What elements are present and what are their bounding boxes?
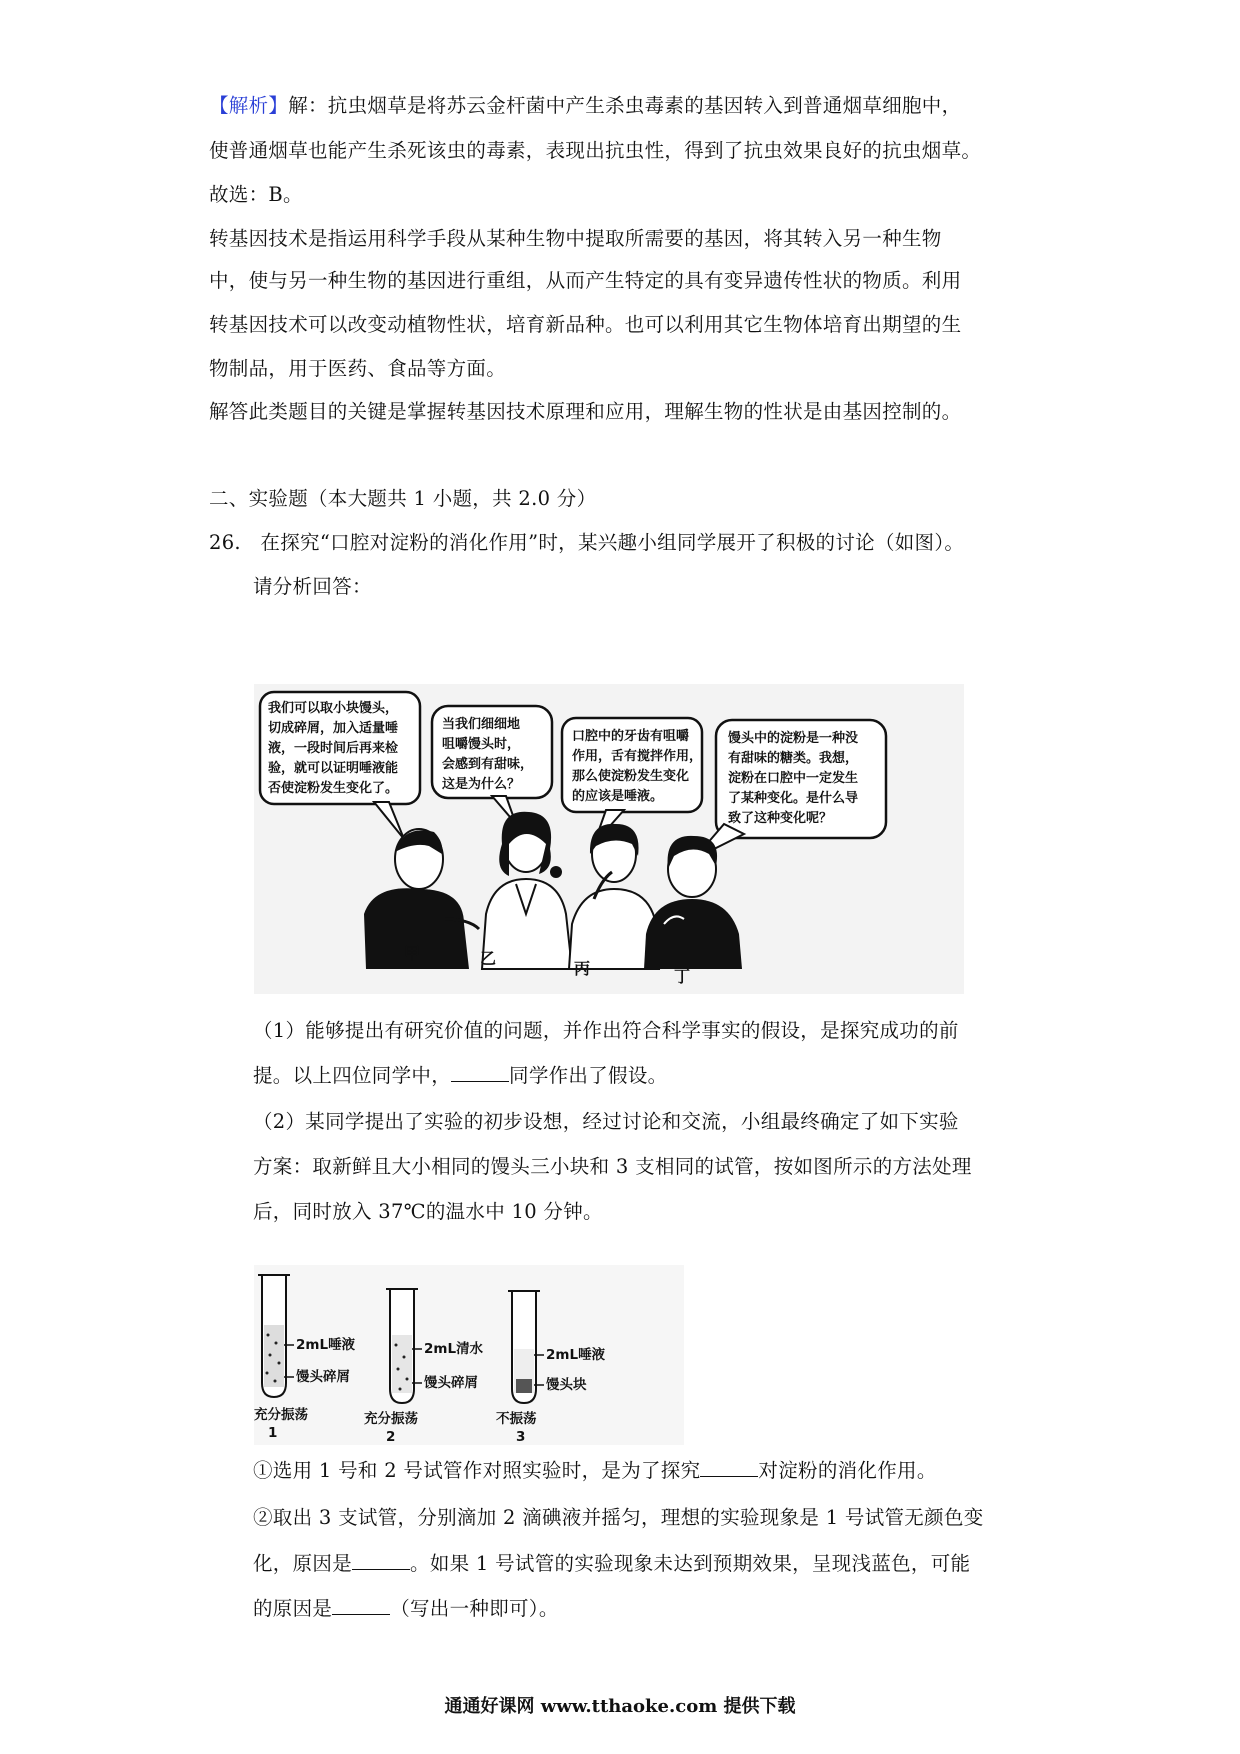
analysis-line-8: 解答此类题目的关键是掌握转基因技术原理和应用，理解生物的性状是由基因控制的。 [209,400,962,423]
svg-text:液，一段时间后再来检: 液，一段时间后再来检 [268,741,399,756]
svg-text:3: 3 [516,1429,526,1445]
analysis-line-4: 转基因技术是指运用科学手段从某种生物中提取所需要的基因，将其转入另一种生物 [209,227,942,250]
svg-text:会感到有甜味，: 会感到有甜味， [442,757,534,772]
svg-text:2mL唾液: 2mL唾液 [296,1337,356,1353]
analysis-line-7: 物制品，用于医药、食品等方面。 [209,357,507,380]
svg-text:馒头碎屑: 馒头碎屑 [296,1369,350,1385]
name-ding: 丁 [674,967,691,986]
question-stem-1: 26. 在探究“口腔对淀粉的消化作用”时，某兴趣小组同学展开了积极的讨论（如图）。 [209,531,965,554]
answer-blank-1[interactable] [451,1063,509,1082]
sub2-line-a: ②取出 3 支试管，分别滴加 2 滴碘液并摇匀，理想的实验现象是 1 号试管无颜色变 [253,1506,984,1529]
answer-blank-3[interactable] [352,1551,410,1570]
svg-text:淀粉在口腔中一定发生: 淀粉在口腔中一定发生 [728,771,859,786]
svg-text:作用，舌有搅拌作用，: 作用，舌有搅拌作用， [572,749,703,764]
test-tube-3 [496,1291,606,1445]
student-yi-figure [482,812,572,969]
test-tube-2 [364,1289,484,1445]
sub1-line: ①选用 1 号和 2 号试管作对照实验时，是为了探究 对淀粉的消化作用。 [253,1459,937,1482]
question-stem-2: 请分析回答： [253,575,372,598]
analysis-line-6: 转基因技术可以改变动植物性状，培育新品种。也可以利用其它生物体培育出期望的生 [209,313,962,336]
svg-text:的应该是唾液。: 的应该是唾液。 [572,789,664,804]
q2-line-b: 方案：取新鲜且大小相同的馒头三小块和 3 支相同的试管，按如图所示的方法处理 [253,1155,972,1178]
svg-text:2: 2 [386,1429,396,1445]
analysis-tag: 【解析】 [209,94,289,117]
svg-text:当我们细细地: 当我们细细地 [442,717,521,732]
svg-text:充分振荡: 充分振荡 [254,1407,308,1423]
svg-text:口腔中的牙齿有咀嚼: 口腔中的牙齿有咀嚼 [572,729,690,744]
answer-blank-2[interactable] [700,1458,758,1477]
svg-text:这是为什么？: 这是为什么？ [442,777,521,792]
speech-bubble-yi [432,706,552,824]
section-title: 二、实验题（本大题共 1 小题，共 2.0 分） [209,487,597,510]
analysis-line-2: 使普通烟草也能产生杀死该虫的毒素，表现出抗虫性，得到了抗虫效果良好的抗虫烟草。 [209,139,982,162]
svg-text:馒头块: 馒头块 [546,1377,587,1393]
svg-text:有甜味的糖类。我想，: 有甜味的糖类。我想， [728,751,859,766]
svg-text:馒头碎屑: 馒头碎屑 [424,1375,478,1391]
discussion-comic [254,684,964,994]
speech-bubble-bing [562,718,702,844]
svg-text:切成碎屑，加入适量唾: 切成碎屑，加入适量唾 [268,721,399,736]
svg-text:不振荡: 不振荡 [496,1411,537,1427]
svg-text:2mL清水: 2mL清水 [424,1341,484,1357]
svg-text:了某种变化。是什么导: 了某种变化。是什么导 [728,791,859,806]
svg-text:我们可以取小块馒头，: 我们可以取小块馒头， [268,701,399,716]
name-jia: 甲 [404,944,421,963]
question-number: 26. [209,531,241,554]
test-tubes-figure [254,1265,684,1445]
sub2-line-c: 的原因是 （写出一种即可）。 [253,1597,559,1620]
name-bing: 丙 [574,959,591,978]
student-ding-figure [644,836,742,969]
page-footer: 通通好课网 www.tthaoke.com 提供下载 [444,1696,796,1717]
answer-blank-4[interactable] [332,1596,390,1615]
analysis-line-5: 中，使与另一种生物的基因进行重组，从而产生特定的具有变异遗传性状的物质。利用 [209,269,962,292]
name-yi: 乙 [480,949,497,968]
test-tube-1 [254,1275,356,1441]
svg-text:馒头中的淀粉是一种没: 馒头中的淀粉是一种没 [728,731,859,746]
svg-text:致了这种变化呢？: 致了这种变化呢？ [728,811,833,826]
analysis-answer: 故选：B。 [209,183,303,206]
q1-line-a: （1）能够提出有研究价值的问题，并作出符合科学事实的假设，是探究成功的前 [253,1019,959,1042]
q2-line-c: 后，同时放入 37℃的温水中 10 分钟。 [253,1200,603,1223]
svg-text:验，就可以证明唾液能: 验，就可以证明唾液能 [268,761,399,776]
speech-bubble-jia [260,692,420,839]
svg-text:2mL唾液: 2mL唾液 [546,1347,606,1363]
svg-text:否使淀粉发生变化了。: 否使淀粉发生变化了。 [268,781,399,796]
student-jia-figure [364,829,479,969]
svg-text:咀嚼馒头时，: 咀嚼馒头时， [442,737,521,752]
q1-line-b: 提。以上四位同学中， 同学作出了假设。 [253,1064,668,1087]
speech-bubble-ding [694,720,886,859]
analysis-line-1: 【解析】解：抗虫烟草是将苏云金杆菌中产生杀虫毒素的基因转入到普通烟草细胞中， [209,94,962,117]
svg-text:充分振荡: 充分振荡 [364,1411,418,1427]
q2-line-a: （2）某同学提出了实验的初步设想，经过讨论和交流，小组最终确定了如下实验 [253,1110,959,1133]
svg-text:1: 1 [268,1425,278,1441]
svg-text:那么使淀粉发生变化: 那么使淀粉发生变化 [572,769,690,784]
sub2-line-b: 化，原因是 。如果 1 号试管的实验现象未达到预期效果，呈现浅蓝色，可能 [253,1552,971,1575]
